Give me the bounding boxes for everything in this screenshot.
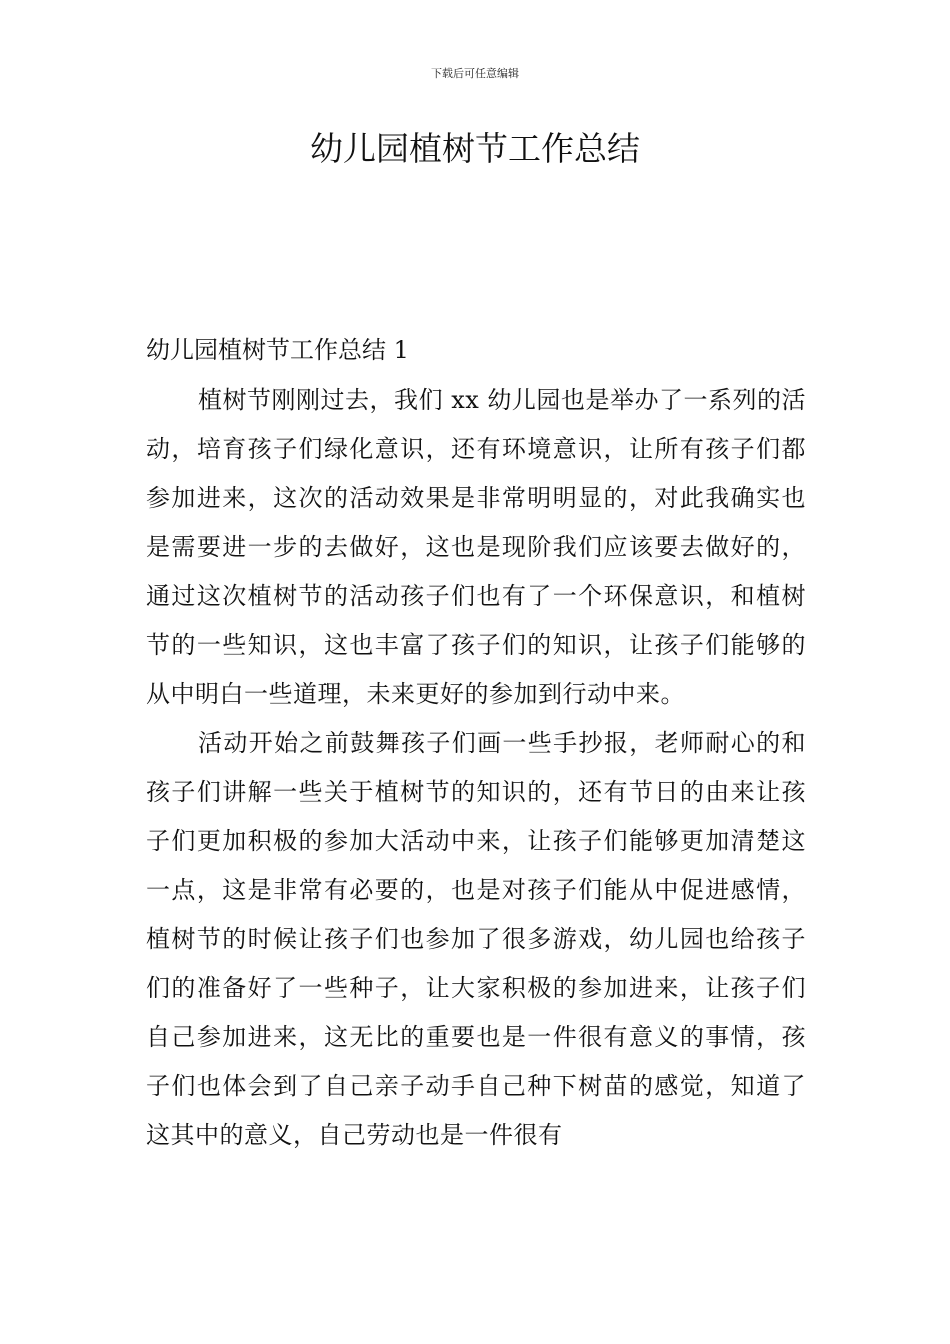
section-heading: 幼儿园植树节工作总结 1 bbox=[146, 336, 409, 364]
header-note: 下载后可任意编辑 bbox=[431, 67, 519, 80]
document-title: 幼儿园植树节工作总结 bbox=[310, 129, 640, 168]
paragraph-2: 活动开始之前鼓舞孩子们画一些手抄报，老师耐心的和孩子们讲解一些关于植树节的知识的，还有节日的由来让孩子们更加积极的参加大活动中来，让孩子们能够更加清楚这一点，这是非常有必要的，也是对孩子们能从中促进感情，植树节的时候让孩子们也参加了很多游戏，幼儿园也给孩子们的准备好了一些种子，让大家积极的参加进来，让孩子们自己参加进来，这无比的重要也是一件很有意义的事情，孩子们也体会到了自己亲子动手自己种下树苗的感觉，知道了这其中的意义，自己劳动也是一件很有 bbox=[146, 729, 806, 1149]
paragraph-1: 植树节刚刚过去，我们 xx 幼儿园也是举办了一系列的活动，培育孩子们绿化意识，还有环境意识，让所有孩子们都参加进来，这次的活动效果是非常明明显的，对此我确实也是需要进一步的去做好，这也是现阶我们应该要去做好的，通过这次植树节的活动孩子们也有了一个环保意识，和植树节的一些知识，这也丰富了孩子们的知识，让孩子们能够的从中明白一些道理，未来更好的参加到行动中来。 bbox=[146, 386, 806, 708]
body-text bbox=[146, 376, 806, 1160]
